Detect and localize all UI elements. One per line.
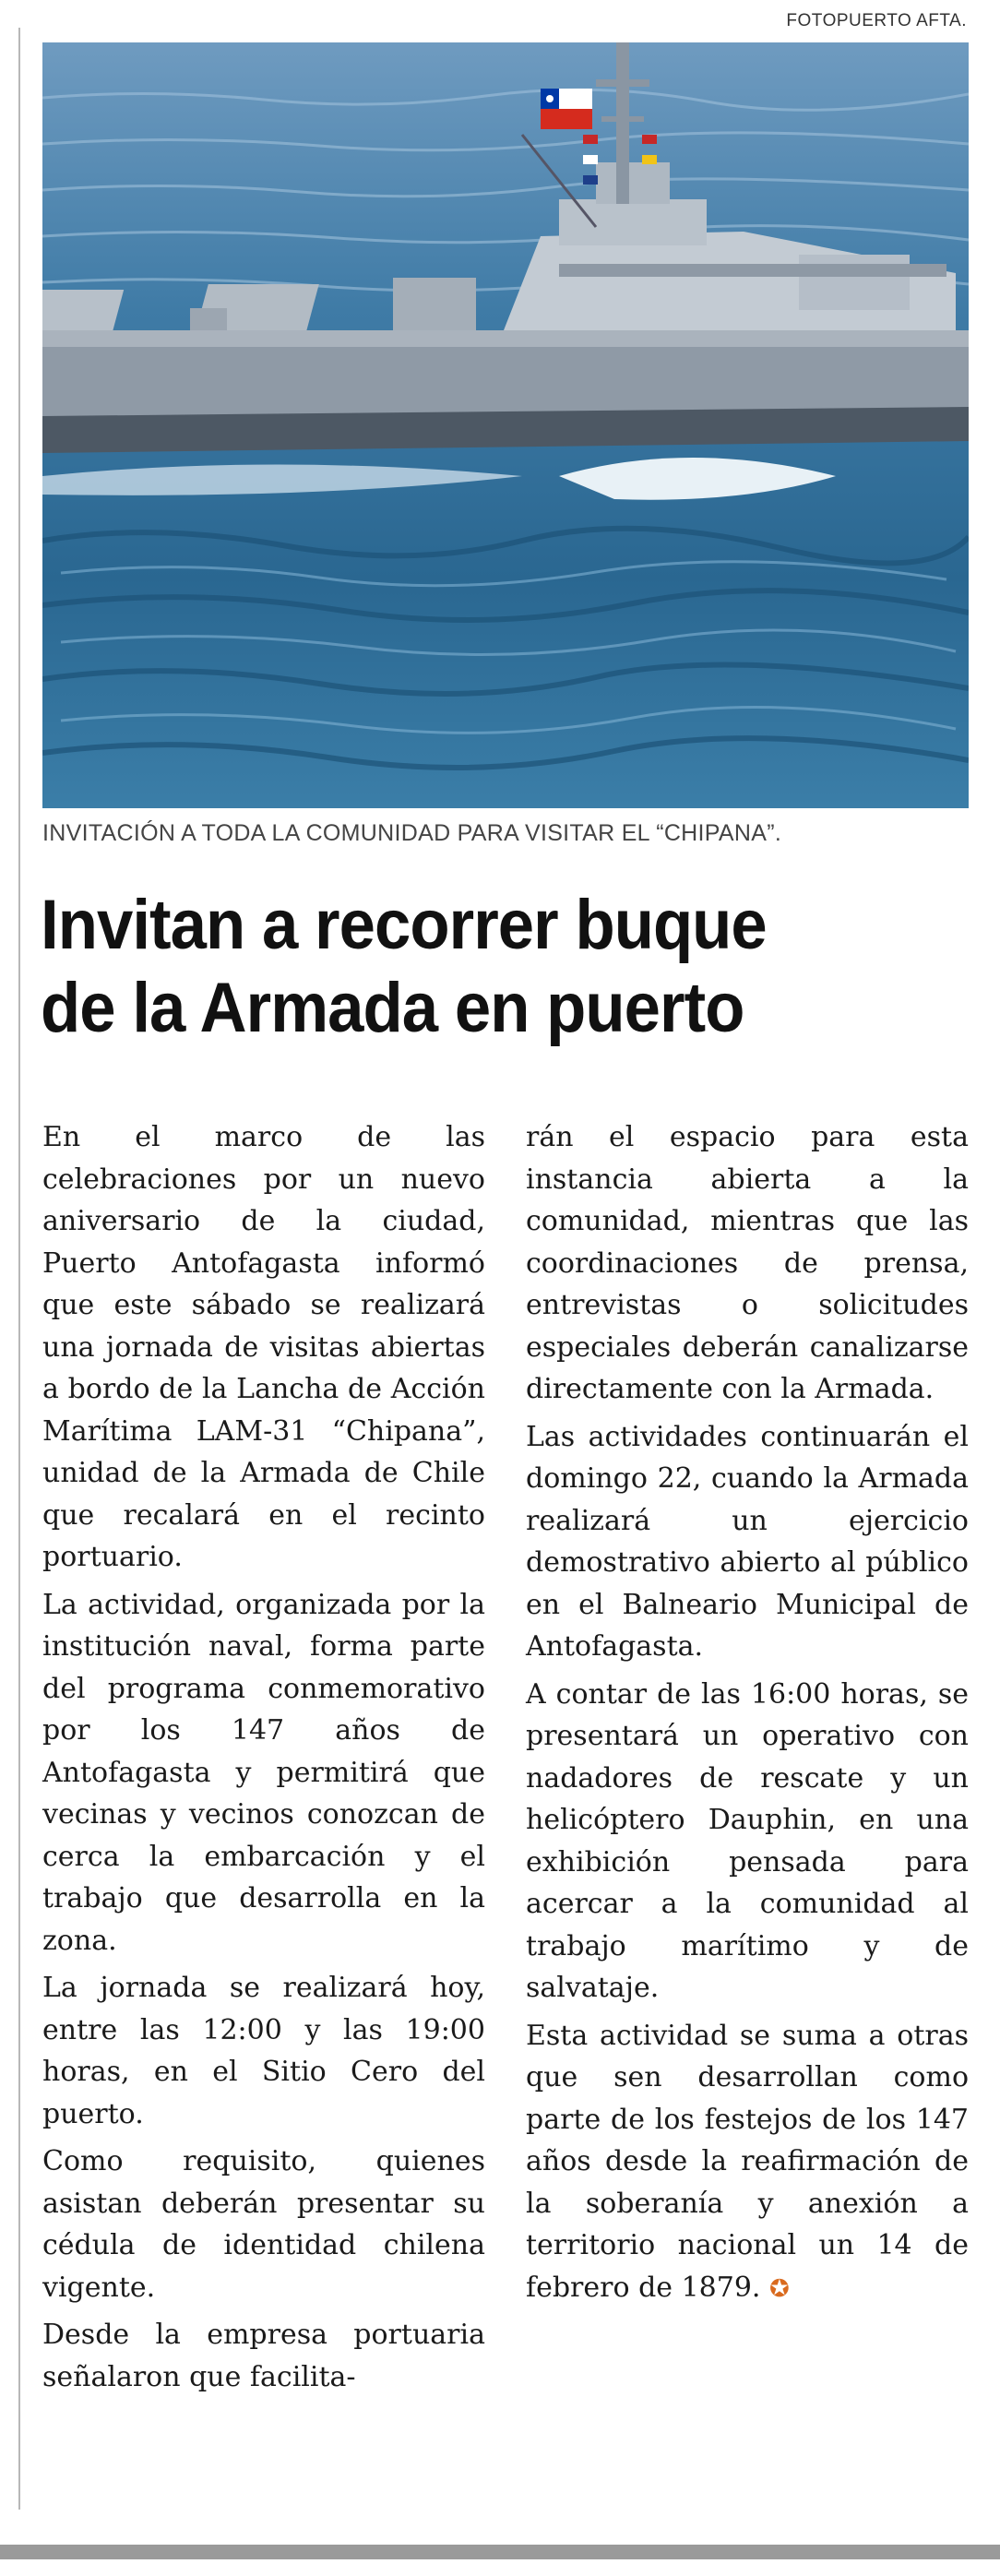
headline-line-1: Invitan a recorrer buque (41, 886, 767, 964)
paragraph: La jornada se realizará hoy, entre las 12:00 y las 19:00 horas, en el Sitio Cero del puerto. (42, 1972, 485, 2130)
paragraph: rán el espacio para esta instancia abierta a la comunidad, mientras que las coordinaciones de prensa, entrevistas o solicitudes especiales deberán canalizarse directamente con la Armada. (526, 1121, 969, 1405)
page-title (41, 884, 907, 1050)
end-of-article-icon: ✪ (769, 2274, 790, 2303)
ship-photo (42, 42, 969, 808)
page-bottom-rule (0, 2545, 1000, 2559)
article-column-left (42, 1116, 485, 2482)
paragraph: Como requisito, quienes asistan deberán presentar su cédula de identidad chilena vigente. (42, 2145, 485, 2304)
column-rule (18, 28, 20, 2510)
chile-flag-icon (541, 89, 592, 129)
paragraph-last (526, 2015, 969, 2311)
photo-credit: FOTOPUERTO AFTA. (786, 11, 967, 30)
paragraph: Esta actividad se suma a otras que sen desarrollan como parte de los festejos de los 147 años desde la reafirmación de la soberanía y anexión a territorio nacional un 14 de febrero de 1879. (526, 2019, 969, 2304)
navy-ship-icon (42, 42, 969, 808)
paragraph: Las actividades continuarán el domingo 22, cuando la Armada realizará un ejercicio demostrativo abierto al público en el Balneario Municipal de Antofagasta. (526, 1420, 969, 1663)
article-body (42, 1116, 969, 2482)
photo-caption: INVITACIÓN A TODA LA COMUNIDAD PARA VISITAR EL “CHIPANA”. (42, 820, 782, 846)
paragraph: En el marco de las celebraciones por un nuevo aniversario de la ciudad, Puerto Antofagasta informó que este sábado se realizará una jornada de visitas abiertas a bordo de la Lancha de Acción Marítima LAM-31 “Chipana”, unidad de la Armada de Chile que recalará en el recinto portuario. (42, 1121, 485, 1573)
paragraph: Desde la empresa portuaria señalaron que facilita- (42, 2319, 485, 2393)
paragraph: La actividad, organizada por la institución naval, forma parte del programa conmemorativo por los 147 años de Antofagasta y permitirá que vecinas y vecinos conozcan de cerca la embarcación y el trabajo que desarrolla en la zona. (42, 1588, 485, 1957)
paragraph: A contar de las 16:00 horas, se presentará un operativo con nadadores de rescate y un helicóptero Dauphin, en una exhibición pensada para acercar a la comunidad al trabajo marítimo y de salvataje. (526, 1677, 969, 2004)
headline-line-2: de la Armada en puerto (41, 969, 744, 1047)
article-column-right (526, 1116, 969, 2482)
